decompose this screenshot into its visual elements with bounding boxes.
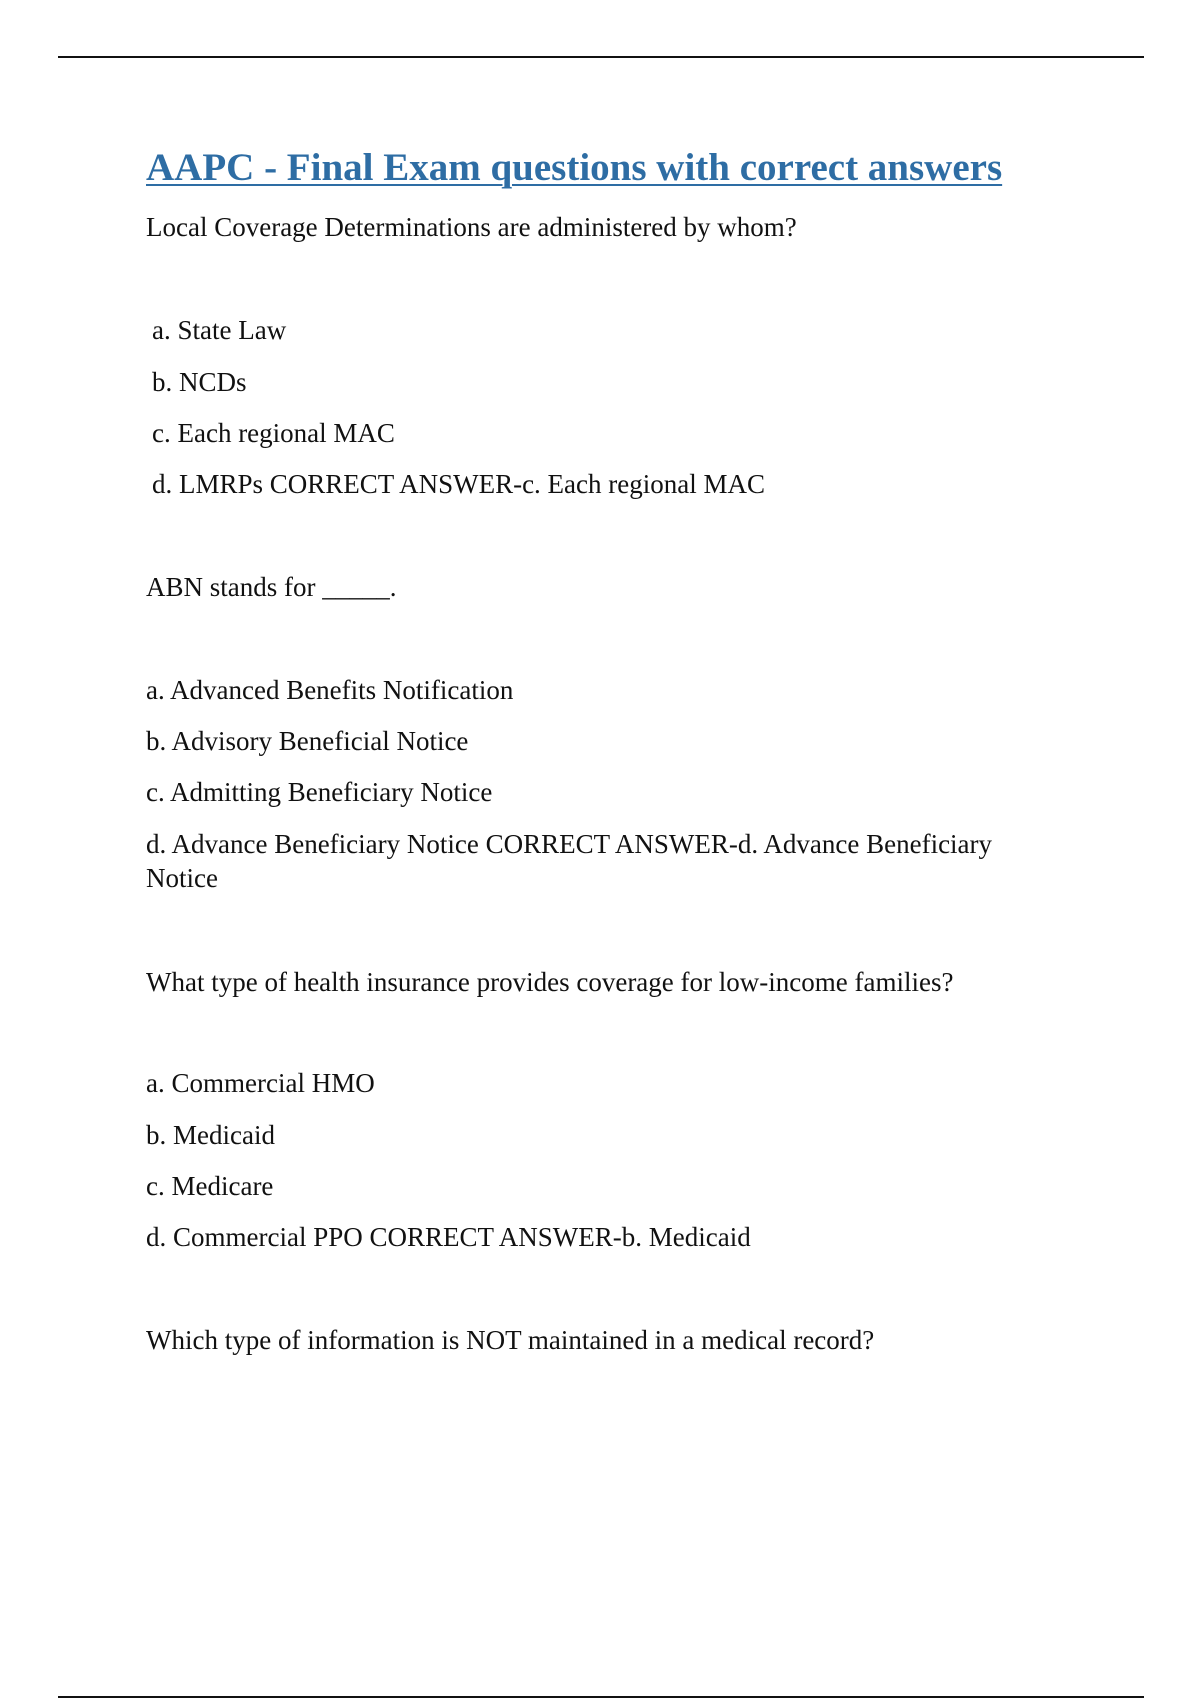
question-2-prompt: ABN stands for _____. xyxy=(146,572,397,602)
question-3-prompt: What type of health insurance provides coverage for low-income families? xyxy=(146,967,954,997)
question-3-option-a: a. Commercial HMO xyxy=(146,1068,375,1098)
question-1-option-d: d. LMRPs CORRECT ANSWER-c. Each regional MAC xyxy=(152,469,765,499)
footer-rule xyxy=(58,1696,1144,1698)
question-3-option-c: c. Medicare xyxy=(146,1171,274,1201)
question-1-option-c: c. Each regional MAC xyxy=(152,418,395,448)
question-1-prompt: Local Coverage Determinations are administered by whom? xyxy=(146,212,797,242)
question-2-option-d: d. Advance Beneficiary Notice CORRECT ANSWER-d. Advance Beneficiary Notice xyxy=(146,829,993,893)
question-1-option-a: a. State Law xyxy=(152,315,287,345)
question-2-option-c: c. Admitting Beneficiary Notice xyxy=(146,777,493,807)
question-1-option-b: b. NCDs xyxy=(152,367,247,397)
document-title[interactable]: AAPC - Final Exam questions with correct answers xyxy=(146,146,1003,189)
question-3-option-d: d. Commercial PPO CORRECT ANSWER-b. Medicaid xyxy=(146,1222,751,1252)
question-3-option-b: b. Medicaid xyxy=(146,1120,275,1150)
question-2-option-b: b. Advisory Beneficial Notice xyxy=(146,726,469,756)
question-4-prompt: Which type of information is NOT maintained in a medical record? xyxy=(146,1325,875,1355)
question-2-option-a: a. Advanced Benefits Notification xyxy=(146,675,514,705)
header-rule xyxy=(58,56,1144,58)
